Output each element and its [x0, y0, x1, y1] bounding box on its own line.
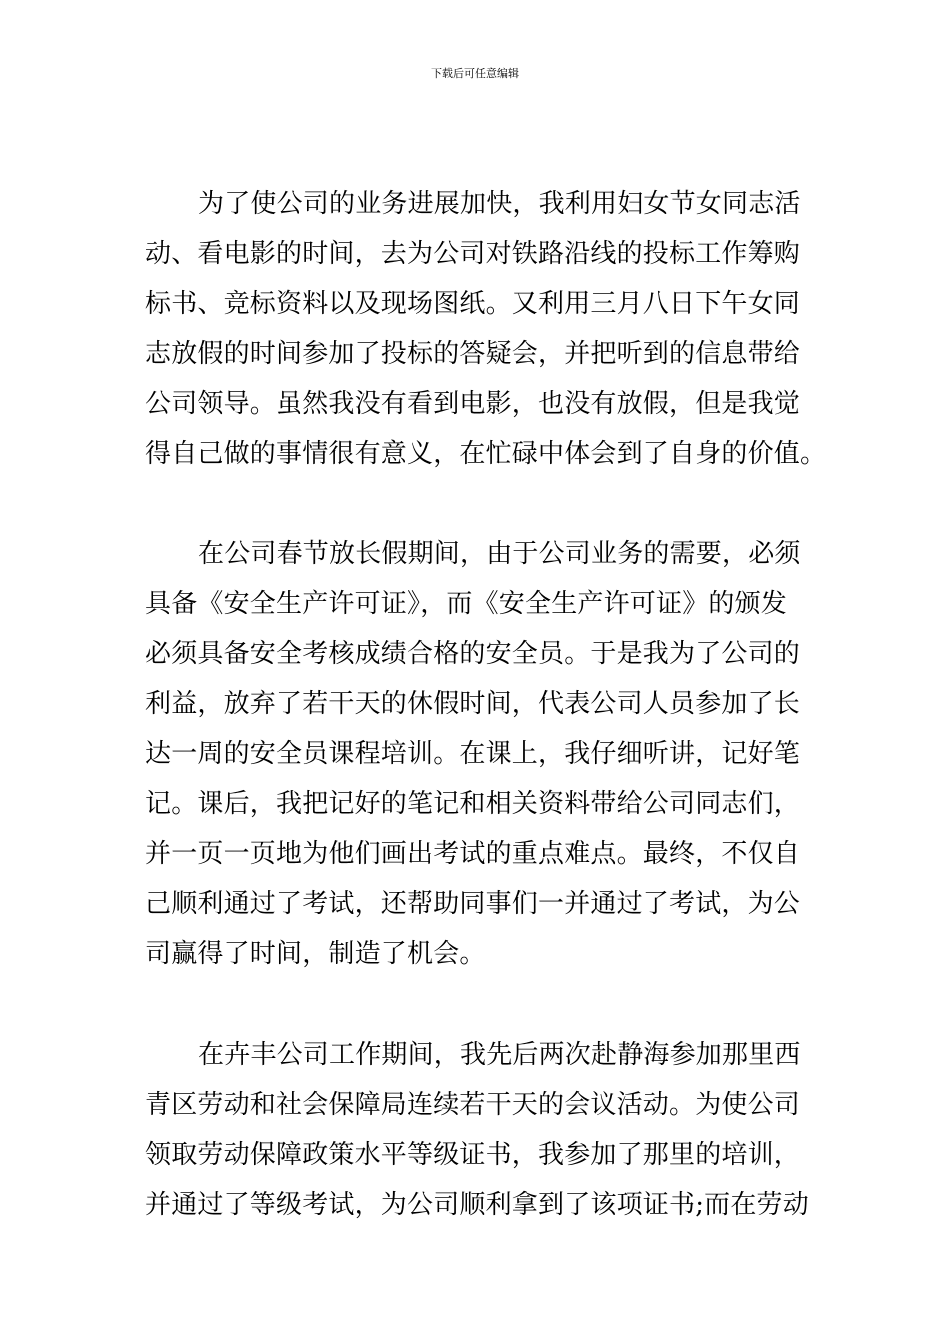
paragraph-line: 在卉丰公司工作期间，我先后两次赴静海参加那里西: [198, 1040, 801, 1070]
paragraph-line: 并通过了等级考试，为公司顺利拿到了该项证书;而在劳动: [145, 1190, 809, 1220]
paragraph-line: 青区劳动和社会保障局连续若干天的会议活动。为使公司: [145, 1090, 801, 1120]
paragraph-1: [145, 179, 827, 479]
paragraph-line: 公司领导。虽然我没有看到电影，也没有放假，但是我觉: [145, 389, 801, 419]
paragraph-line: 为了使公司的业务进展加快，我利用妇女节女同志活: [198, 189, 801, 219]
paragraph-line: 并一页一页地为他们画出考试的重点难点。最终，不仅自: [145, 839, 801, 869]
paragraph-line: 必须具备安全考核成绩合格的安全员。于是我为了公司的: [145, 639, 801, 669]
paragraph-line: 领取劳动保障政策水平等级证书，我参加了那里的培训，: [145, 1140, 801, 1170]
paragraph-line: 记。课后，我把记好的笔记和相关资料带给公司同志们，: [145, 789, 801, 819]
paragraph-line: 达一周的安全员课程培训。在课上，我仔细听讲，记好笔: [145, 739, 801, 769]
paragraph-line: 动、看电影的时间，去为公司对铁路沿线的投标工作筹购: [145, 239, 801, 269]
paragraph-line: 标书、竞标资料以及现场图纸。又利用三月八日下午女同: [145, 289, 801, 319]
paragraph-line: 志放假的时间参加了投标的答疑会，并把听到的信息带给: [145, 339, 801, 369]
paragraph-3: [145, 1030, 810, 1230]
paragraph-2: [145, 529, 810, 979]
paragraph-line: 具备《安全生产许可证》，而《安全生产许可证》的颁发: [145, 589, 788, 619]
paragraph-line: 得自己做的事情很有意义，在忙碌中体会到了自身的价值。: [145, 439, 827, 469]
paragraph-line: 利益，放弃了若干天的休假时间，代表公司人员参加了长: [145, 689, 801, 719]
paragraph-line: 在公司春节放长假期间，由于公司业务的需要，必须: [198, 539, 801, 569]
document-body: [145, 179, 827, 1230]
header-note: 下载后可任意编辑: [431, 67, 519, 80]
paragraph-line: 己顺利通过了考试，还帮助同事们一并通过了考试，为公: [145, 889, 801, 919]
paragraph-line: 司赢得了时间，制造了机会。: [145, 939, 486, 969]
